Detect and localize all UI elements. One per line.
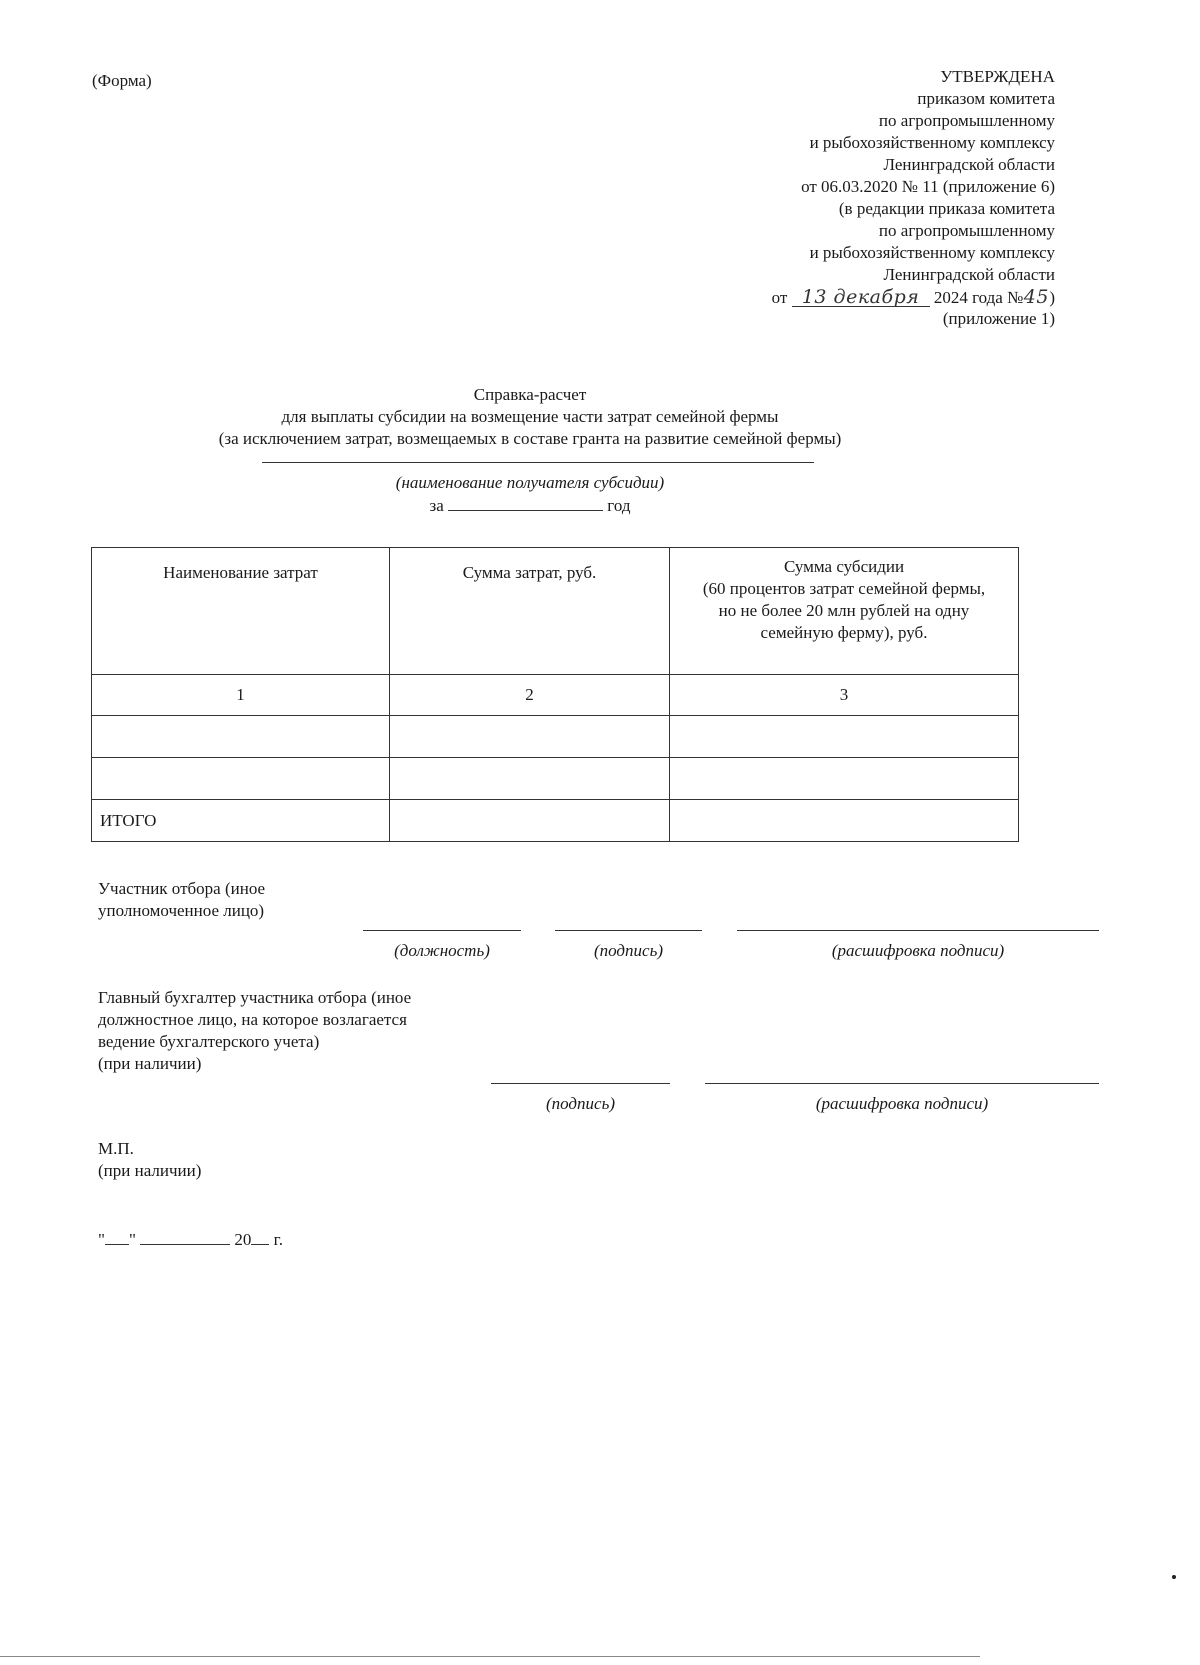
approval-date-line: [535, 286, 1055, 308]
document-title: [100, 384, 960, 450]
accountant-label: [98, 987, 478, 1075]
approval-line: по агропромышленному: [878, 221, 1055, 240]
date-year-field[interactable]: [251, 1228, 269, 1245]
approval-line: по агропромышленному: [878, 111, 1055, 130]
form-label: (Форма): [92, 71, 152, 90]
date-year-suffix: г.: [273, 1230, 283, 1249]
approval-line: Ленинградской области: [883, 155, 1055, 174]
date-suffix: ): [1049, 288, 1055, 307]
title-line: для выплаты субсидии на возмещение части затрат семейной фермы: [281, 407, 779, 426]
stamp-place: [98, 1138, 201, 1182]
participant-label-line: уполномоченное лицо): [98, 901, 265, 920]
total-subsidy-cell[interactable]: [670, 800, 1019, 842]
date-prefix: от: [771, 288, 788, 307]
recipient-caption: (наименование получателя субсидии): [395, 473, 665, 492]
table-header-row: [92, 548, 1019, 675]
header-subsidy-note: семейную ферму), руб.: [760, 623, 928, 642]
signature-decoding-field[interactable]: [737, 930, 1099, 931]
period-prefix: за: [429, 496, 444, 515]
header-subsidy-sum: [670, 548, 1019, 675]
title-line: Справка-расчет: [473, 385, 587, 404]
accountant-label-line: (при наличии): [98, 1054, 202, 1073]
column-number-row: [92, 675, 1019, 716]
period-suffix: год: [607, 496, 631, 515]
caption-accountant-signature: (подпись): [546, 1094, 615, 1113]
caption-accountant-decoding: (расшифровка подписи): [815, 1094, 989, 1113]
header-subsidy-title: Сумма субсидии: [783, 557, 905, 576]
caption-signature: (подпись): [594, 941, 663, 960]
table-cell[interactable]: [92, 716, 390, 758]
total-cost-cell[interactable]: [390, 800, 670, 842]
header-cost-sum: Сумма затрат, руб.: [390, 548, 670, 675]
participant-label-line: Участник отбора (иное: [98, 879, 266, 898]
approval-line: и рыбохозяйственному комплексу: [809, 243, 1055, 262]
date-century: 20: [234, 1230, 252, 1249]
signing-date: [98, 1228, 283, 1251]
recipient-name-field[interactable]: [262, 462, 814, 463]
table-row: [92, 758, 1019, 800]
accountant-label-line: ведение бухгалтерского учета): [98, 1032, 320, 1051]
approval-line: Ленинградской области: [883, 265, 1055, 284]
approval-block: [535, 66, 1055, 330]
date-month-field[interactable]: [140, 1228, 230, 1245]
scan-edge: [0, 1656, 980, 1657]
period-year-field[interactable]: [448, 494, 603, 511]
table-cell[interactable]: [390, 758, 670, 800]
position-field[interactable]: [363, 930, 521, 931]
table-row: [92, 716, 1019, 758]
date-day-field[interactable]: [105, 1228, 129, 1245]
stamp-note: (при наличии): [98, 1161, 202, 1180]
total-label: ИТОГО: [92, 800, 390, 842]
accountant-label-line: должностное лицо, на которое возлагается: [98, 1010, 407, 1029]
approval-line: и рыбохозяйственному комплексу: [809, 133, 1055, 152]
date-open-quote: ": [98, 1230, 105, 1249]
signature-field[interactable]: [555, 930, 702, 931]
date-middle: 2024 года №: [933, 288, 1024, 307]
accountant-decoding-field[interactable]: [705, 1083, 1099, 1084]
header-cost-name: Наименование затрат: [92, 548, 390, 675]
scan-speck: [1172, 1575, 1176, 1579]
column-number: 3: [670, 675, 1019, 716]
approval-line: УТВЕРЖДЕНА: [940, 67, 1055, 86]
total-row: [92, 800, 1019, 842]
title-line: (за исключением затрат, возмещаемых в составе гранта на развитие семейной фермы): [218, 429, 842, 448]
table-cell[interactable]: [390, 716, 670, 758]
approval-line: (в редакции приказа комитета: [838, 199, 1055, 218]
handwritten-number: 45: [1023, 286, 1049, 308]
caption-position: (должность): [394, 941, 490, 960]
accountant-signature-field[interactable]: [491, 1083, 670, 1084]
caption-signature-decoding: (расшифровка подписи): [831, 941, 1005, 960]
participant-label: [98, 878, 358, 922]
table-cell[interactable]: [670, 758, 1019, 800]
handwritten-date: 13 декабря: [792, 288, 930, 307]
column-number: 2: [390, 675, 670, 716]
approval-appendix: (приложение 1): [942, 309, 1055, 328]
approval-line: приказом комитета: [917, 89, 1055, 108]
calculation-table: [91, 547, 1019, 842]
approval-line: от 06.03.2020 № 11 (приложение 6): [801, 177, 1055, 196]
table-cell[interactable]: [670, 716, 1019, 758]
period-line: [100, 494, 960, 517]
table-cell[interactable]: [92, 758, 390, 800]
accountant-label-line: Главный бухгалтер участника отбора (иное: [98, 988, 412, 1007]
column-number: 1: [92, 675, 390, 716]
header-subsidy-note: (60 процентов затрат семейной фермы,: [702, 579, 986, 598]
stamp-label: М.П.: [98, 1139, 134, 1158]
header-subsidy-note: но не более 20 млн рублей на одну: [718, 601, 970, 620]
date-close-quote: ": [128, 1230, 136, 1249]
